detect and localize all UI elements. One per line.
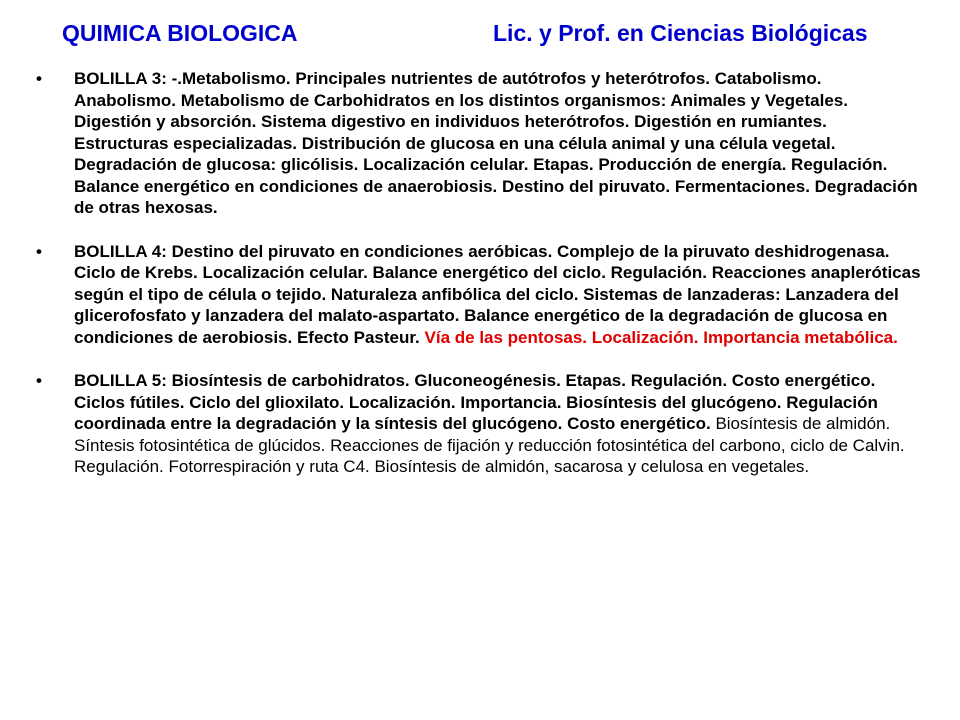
course-title: QUIMICA BIOLOGICA xyxy=(62,20,298,46)
bullet-item-bolilla-5 xyxy=(36,370,926,478)
bolilla-5-regular-text: Biosíntesis de almidón. Síntesis fotosintética de glúcidos. Reacciones de fijación y reducción fotosintética del carbono, ciclo de Calvin. Regulación. Fotorrespiración y ruta C4. Biosíntesis de almidón, sacarosa y celulosa en vegetales. xyxy=(74,414,905,476)
bullet-icon: • xyxy=(36,69,42,88)
bolilla-4-highlight-text: Vía de las pentosas. Localización. Importancia metabólica. xyxy=(424,327,898,347)
bolilla-5-bold-text: BOLILLA 5: Biosíntesis de carbohidratos. Gluconeogénesis. Etapas. Regulación. Costo energético. Ciclos fútiles. Ciclo del glioxilato. Localización. Importancia. Biosíntesis del glucógeno. Regulación coordinada entre la degradación y la síntesis del glucógeno. Costo energético. xyxy=(74,371,878,433)
bullet-icon: • xyxy=(36,371,42,390)
degree-title: Lic. y Prof. en Ciencias Biológicas xyxy=(493,20,868,46)
bolilla-3-text: BOLILLA 3: -.Metabolismo. Principales nutrientes de autótrofos y heterótrofos. Catabolismo. Anabolismo. Metabolismo de Carbohidratos en los distintos organismos: Animales y Vegetales. Digestión y absorción. Sistema digestivo en individuos heterótrofos. Digestión en rumiantes. Estructuras especializadas. Distribución de glucosa en una célula animal y una célula vegetal. Degradación de glucosa: glicólisis. Localización celular. Etapas. Producción de energía. Regulación. Balance energético en condiciones de anaerobiosis. Destino del piruvato. Fermentaciones. Degradación de otras hexosas. xyxy=(74,69,918,217)
bolilla-4-text: BOLILLA 4: Destino del piruvato en condiciones aeróbicas. Complejo de la piruvato deshidrogenasa. Ciclo de Krebs. Localización celular. Balance energético del ciclo. Regulación. Reacciones anapleróticas según el tipo de célula o tejido. Naturaleza anfibólica del ciclo. Sistemas de lanzaderas: Lanzadera del glicerofosfato y lanzadera del malato-aspartato. Balance energético de la degradación de glucosa en condiciones de aerobiosis. Efecto Pasteur. xyxy=(74,241,921,347)
bullet-item-bolilla-3 xyxy=(36,68,926,219)
bullet-icon: • xyxy=(36,241,42,261)
bullet-item-bolilla-4 xyxy=(36,241,926,349)
slide-header xyxy=(62,16,932,50)
bullet-list xyxy=(36,68,926,500)
